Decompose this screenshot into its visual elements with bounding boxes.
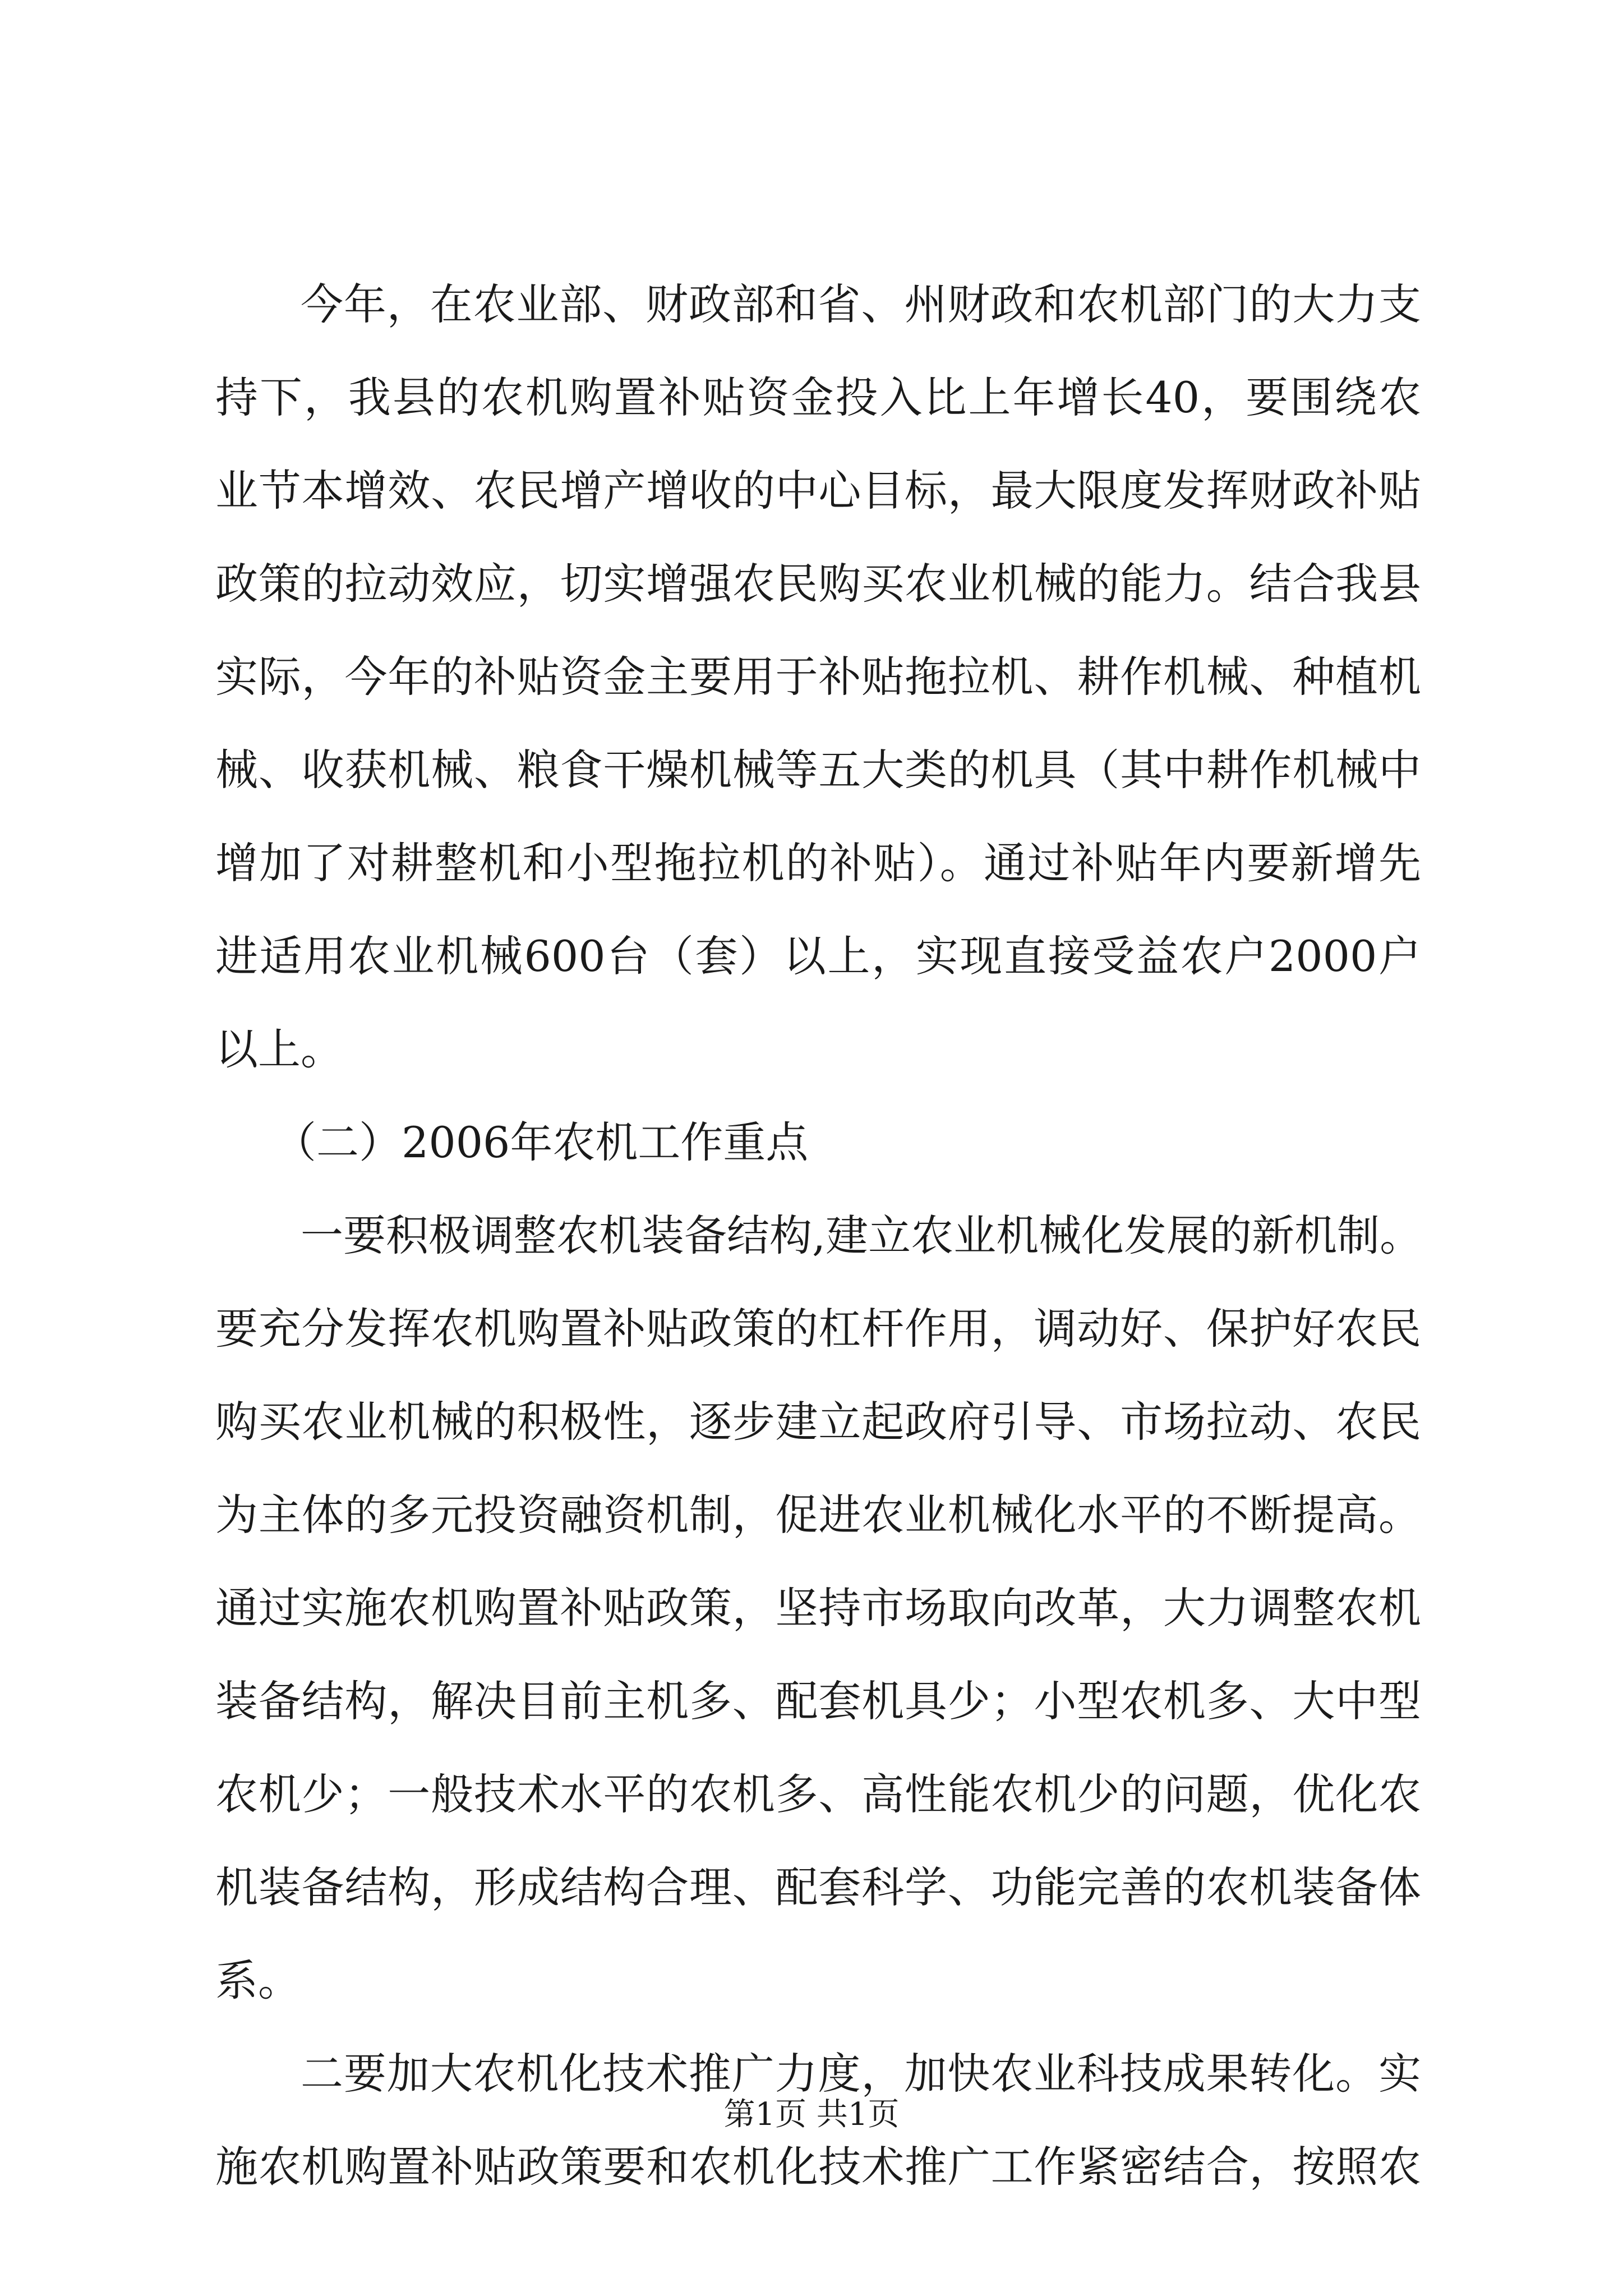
page-number-label: 第1页 共1页 [723, 2096, 900, 2133]
text-line: 政策的拉动效应，切实增强农民购买农业机械的能力。结合我县 [215, 559, 1421, 609]
text-line: 业节本增效、农民增产增收的中心目标，最大限度发挥财政补贴 [215, 466, 1421, 516]
text-line: 二要加大农机化技术推广力度，加快农业科技成果转化。实 [301, 2049, 1421, 2099]
paragraph-1 [215, 258, 1421, 1096]
text-line: 要充分发挥农机购置补贴政策的杠杆作用，调动好、保护好农民 [215, 1304, 1421, 1354]
text-line: 增加了对耕整机和小型拖拉机的补贴）。通过补贴年内要新增先 [215, 838, 1421, 888]
page-footer [0, 2092, 1623, 2137]
text-line: 实际，今年的补贴资金主要用于补贴拖拉机、耕作机械、种植机 [215, 652, 1421, 702]
text-line: 施农机购置补贴政策要和农机化技术推广工作紧密结合，按照农 [215, 2142, 1421, 2192]
text-line: 持下，我县的农机购置补贴资金投入比上年增长40，要围绕农 [215, 372, 1421, 422]
text-line: 系。 [215, 1955, 301, 2005]
heading-line: （二）2006年农机工作重点 [274, 1117, 809, 1167]
text-line: 械、收获机械、粮食干燥机械等五大类的机具（其中耕作机械中 [215, 745, 1421, 795]
paragraph-2 [215, 1189, 1421, 2027]
text-line: 装备结构，解决目前主机多、配套机具少；小型农机多、大中型 [215, 1676, 1421, 1726]
section-heading [215, 1096, 1421, 1189]
text-line: 今年，在农业部、财政部和省、州财政和农机部门的大力支 [301, 279, 1421, 329]
text-line: 机装备结构，形成结构合理、配套科学、功能完善的农机装备体 [215, 1862, 1421, 1912]
text-line: 购买农业机械的积极性，逐步建立起政府引导、市场拉动、农民 [215, 1397, 1421, 1447]
text-line: 进适用农业机械600台（套）以上，实现直接受益农户2000户 [215, 931, 1421, 981]
text-line: 以上。 [215, 1024, 343, 1074]
text-line: 一要积极调整农机装备结构,建立农业机械化发展的新机制。 [301, 1211, 1423, 1260]
text-line: 通过实施农机购置补贴政策，坚持市场取向改革，大力调整农机 [215, 1583, 1421, 1633]
text-line: 为主体的多元投资融资机制，促进农业机械化水平的不断提高。 [215, 1490, 1421, 1540]
document-body [215, 258, 1421, 2214]
text-line: 农机少；一般技术水平的农机多、高性能农机少的问题，优化农 [215, 1769, 1421, 1819]
